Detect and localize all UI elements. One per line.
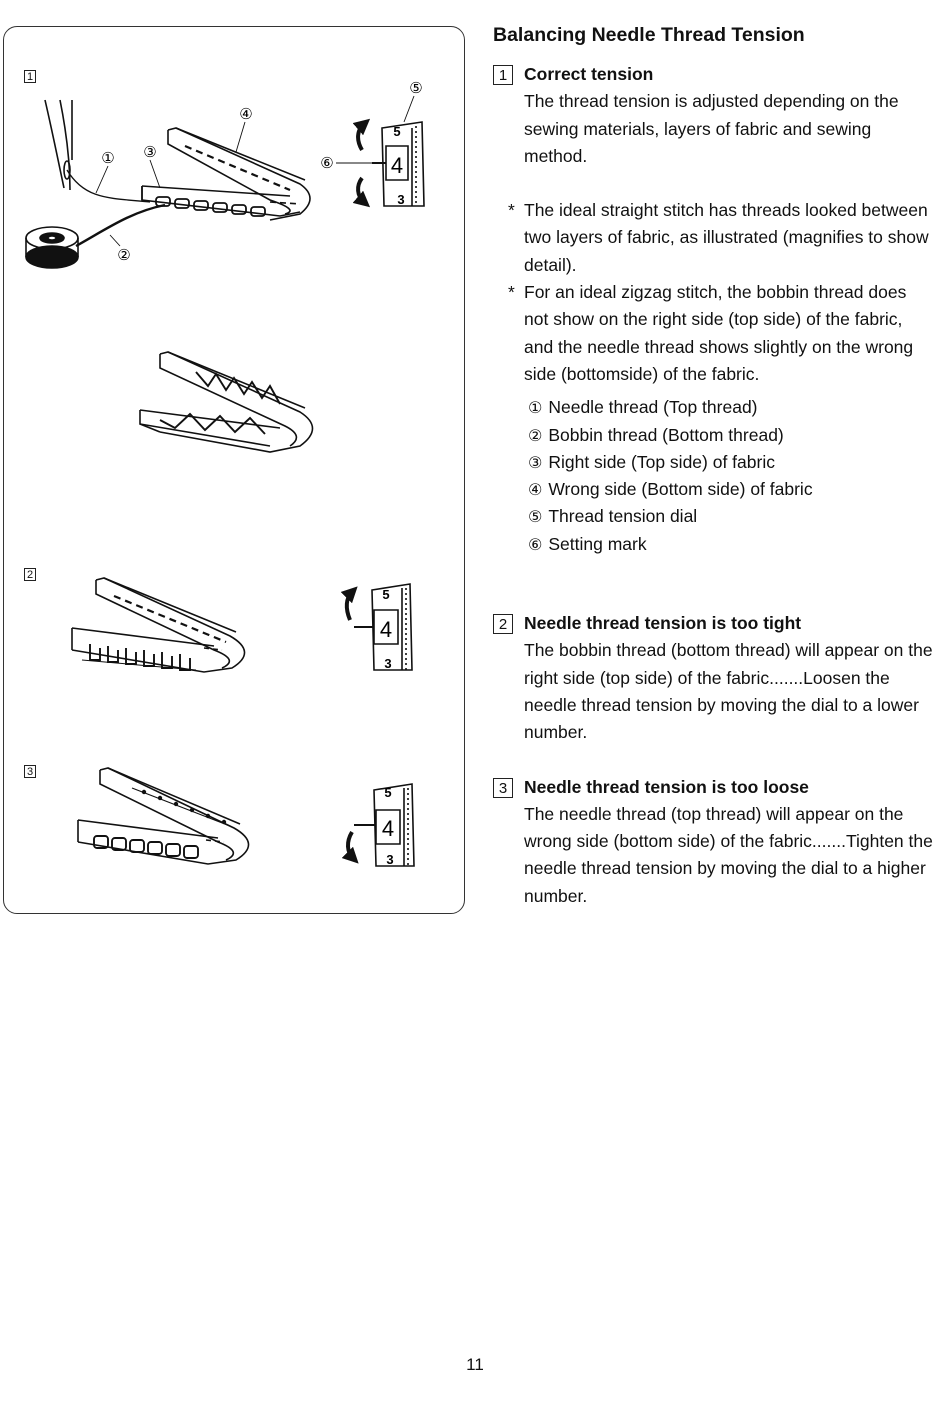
- section-body-3: The needle thread (top thread) will appear on the wrong side (bottom side) of the fabric.......Tighten the needle thread tension by moving the dial to a higher number.: [524, 803, 933, 906]
- legend-item: [528, 394, 933, 421]
- dial-1-top-number: 5: [393, 124, 401, 139]
- figure-number-2: 2: [24, 568, 36, 581]
- note-zigzag-stitch: [493, 279, 933, 388]
- section-number-3: 3: [493, 778, 513, 798]
- zigzag-stitch-figure: [140, 352, 313, 452]
- section-too-tight: [493, 610, 933, 746]
- dial-2-mid-number: 4: [379, 617, 393, 642]
- legend-marker: ①: [528, 398, 543, 418]
- dial-1-bottom-number: 3: [397, 192, 405, 207]
- section-body-2: The bobbin thread (bottom thread) will appear on the right side (top side) of the fabric.......Loosen the needle thread tension by moving the dial to a lower number.: [524, 640, 933, 743]
- dial-3-bottom-number: 3: [386, 852, 394, 867]
- dial-1-mid-number: 4: [390, 153, 404, 178]
- callout-4: ④: [239, 105, 253, 123]
- legend-text: Needle thread (Top thread): [548, 397, 758, 418]
- page-heading: Balancing Needle Thread Tension: [493, 24, 805, 46]
- dial-3-mid-number: 4: [381, 816, 395, 841]
- legend-marker: ④: [528, 480, 543, 500]
- instructions-column: [493, 24, 933, 910]
- dial-2-top-number: 5: [382, 587, 390, 602]
- note-straight-stitch: [493, 197, 933, 279]
- section-number-2: 2: [493, 614, 513, 634]
- figure-1-correct-tension: [26, 96, 424, 268]
- callout-6: ⑥: [320, 154, 334, 172]
- figure-number-1: 1: [24, 70, 36, 83]
- callout-1: ①: [101, 149, 115, 167]
- legend-marker: ⑤: [528, 507, 543, 527]
- section-too-loose: [493, 774, 933, 910]
- legend-marker: ③: [528, 452, 543, 472]
- section-body-1: The thread tension is adjusted depending on the sewing materials, layers of fabric and sewing method.: [524, 91, 899, 166]
- callout-3: ③: [143, 143, 157, 161]
- note-text: The ideal straight stitch has threads looked between two layers of fabric, as illustrated (magnifies to show detail).: [524, 200, 929, 275]
- legend-text: Bobbin thread (Bottom thread): [548, 424, 784, 445]
- figure-3-too-loose: [78, 768, 414, 866]
- callout-2: ②: [117, 246, 131, 264]
- figure-number-3: 3: [24, 765, 36, 778]
- legend-text: Setting mark: [548, 533, 647, 554]
- dial-3-top-number: 5: [384, 785, 392, 800]
- legend-item: [528, 449, 933, 476]
- note-asterisk: *: [508, 200, 515, 221]
- note-text: For an ideal zigzag stitch, the bobbin thread does not show on the right side (top side) of the fabric, and the needle thread shows slightly on the wrong side (bottomside) of the fabric.: [524, 282, 914, 384]
- legend-item: [528, 476, 933, 503]
- section-number-1: 1: [493, 65, 513, 85]
- legend-item: [528, 531, 933, 558]
- legend-text: Wrong side (Bottom side) of fabric: [548, 479, 813, 500]
- note-asterisk: *: [508, 282, 515, 303]
- section-correct-tension: [493, 61, 933, 170]
- callout-legend: [493, 394, 933, 558]
- legend-marker: ⑥: [528, 534, 543, 554]
- section-title-2: Needle thread tension is too tight: [524, 613, 802, 634]
- legend-item: [528, 422, 933, 449]
- legend-text: Right side (Top side) of fabric: [548, 451, 775, 472]
- page-number: 11: [466, 1355, 484, 1374]
- legend-text: Thread tension dial: [548, 506, 698, 527]
- dial-2-bottom-number: 3: [384, 656, 392, 671]
- callout-5: ⑤: [409, 79, 423, 97]
- legend-marker: ②: [528, 425, 543, 445]
- section-title-1: Correct tension: [524, 64, 654, 84]
- legend-item: [528, 503, 933, 530]
- section-title-3: Needle thread tension is too loose: [524, 776, 809, 797]
- figure-2-too-tight: [72, 578, 412, 672]
